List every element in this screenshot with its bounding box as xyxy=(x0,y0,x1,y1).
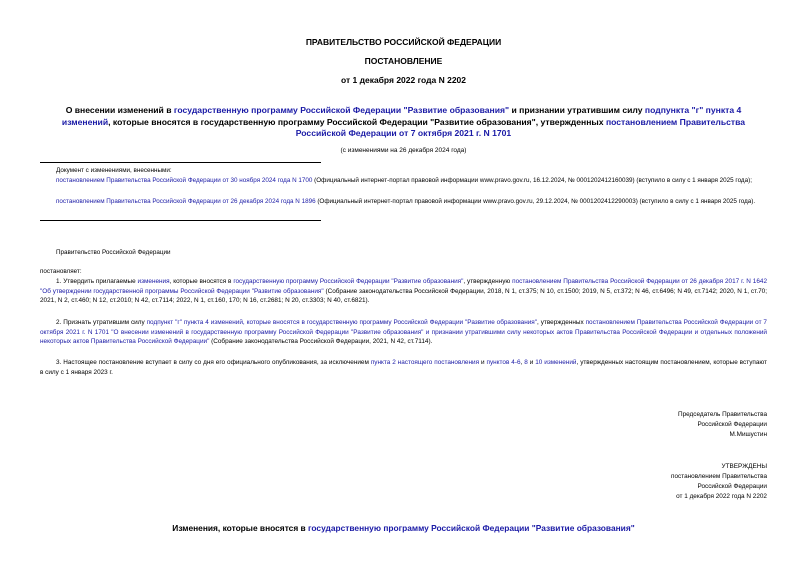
approved-line-3: Российской Федерации xyxy=(697,483,767,490)
signature-block xyxy=(678,410,767,440)
title-text-1: О внесении изменений в xyxy=(65,105,174,115)
changes-heading: Документ с изменениями, внесенными: xyxy=(56,167,172,174)
title-link-subpoint[interactable]: подпункта "г" пункта 4 xyxy=(644,105,742,115)
p3-link-points-4-6[interactable]: пунктов 4-6 xyxy=(486,359,521,366)
change-item-1 xyxy=(40,176,767,186)
p3-text-a: 3. Настоящее постановление вступает в силу со дня его официального опубликования, за исключением xyxy=(56,359,371,366)
p2-text-a: 2. Признать утратившим силу xyxy=(56,319,147,326)
approved-line-2: постановлением Правительства xyxy=(671,473,767,480)
doc-date-number: от 1 декабря 2022 года N 2202 xyxy=(340,75,467,85)
title-link-resolution-1701[interactable]: постановлением Правительства Российской Федерации от 7 октября 2021 г. N 1701 xyxy=(295,116,746,138)
change-item-1-text: (Официальный интернет-портал правовой информации www.pravo.gov.ru, 16.12.2024, № 0001202412160039) (вступило в силу с 1 января 2025 года); xyxy=(312,177,752,184)
change-item-2-text: (Официальный интернет-портал правовой информации www.pravo.gov.ru, 29.12.2024, № 0001202412290003) (вступило в силу с 1 января 2025 года). xyxy=(315,198,756,205)
change-item-1-link[interactable]: постановлением Правительства Российской Федерации от 30 ноября 2024 года N 1700 xyxy=(56,177,313,184)
p3-text-c: , xyxy=(520,359,525,366)
p3-link-point-8[interactable]: 8 xyxy=(524,359,528,366)
title-text-2: и признании утратившим силу xyxy=(509,105,645,115)
document-title xyxy=(40,105,767,140)
p1-link-resolution-1642[interactable]: постановлением Правительства Российской Федерации от 26 декабря 2017 г. N 1642 "Об утверждении государственной программы Российской Федерации "Развитие образования" xyxy=(40,278,767,295)
signature-line-1: Председатель Правительства xyxy=(678,411,767,418)
title-text-3: , которые вносятся в государственную программу Российской Федерации "Развитие образования", утвержденных xyxy=(108,116,606,127)
approved-block xyxy=(671,462,767,502)
p2-link-resolution-1701[interactable]: постановлением Правительства Российской Федерации от 7 октября 2021 г. N 1701 "О внесении изменений в государственную программу Российской Федерации "Развитие образования" и признании утратившими силу некоторых актов Правительства Российской Федерации и отдельных положений некоторых актов Правительства Российской Федерации" xyxy=(40,319,767,346)
p1-link-changes[interactable]: изменения xyxy=(137,278,170,285)
divider-top xyxy=(40,162,321,163)
changes-title xyxy=(0,523,807,533)
approved-line-4: от 1 декабря 2022 года N 2202 xyxy=(676,493,767,500)
divider-bottom xyxy=(40,220,321,221)
p3-link-point-10[interactable]: 10 изменений xyxy=(535,359,577,366)
p3-text-e: , утвержденных настоящим постановлением, которые вступают в силу с 1 января 2023 г. xyxy=(40,359,767,376)
p2-text-b: , утвержденных xyxy=(537,319,586,326)
resolves: постановляет: xyxy=(40,268,82,275)
p1-link-program[interactable]: государственную программу Российской Федерации "Развитие образования" xyxy=(233,278,464,285)
p2-text-c: (Собрание законодательства Российской Федерации, 2021, N 42, ст.7114). xyxy=(209,338,433,346)
changes-title-link[interactable]: государственную программу Российской Федерации "Развитие образования" xyxy=(308,523,635,533)
title-link-program[interactable]: государственную программу Российской Федерации "Развитие образования" xyxy=(173,105,510,115)
change-item-2-link[interactable]: постановлением Правительства Российской Федерации от 26 декабря 2024 года N 1896 xyxy=(56,198,316,205)
government-heading: ПРАВИТЕЛЬСТВО РОССИЙСКОЙ ФЕДЕРАЦИИ xyxy=(305,37,502,47)
p1-text-a: 1. Утвердить прилагаемые xyxy=(56,278,138,285)
changes-title-text: Изменения, которые вносятся в xyxy=(172,523,309,533)
change-item-2 xyxy=(40,197,767,207)
doc-type-heading: ПОСТАНОВЛЕНИЕ xyxy=(364,56,443,66)
p1-text-b: , которые вносятся в xyxy=(169,278,234,285)
p3-link-point-2[interactable]: пункта 2 настоящего постановления xyxy=(370,359,480,366)
p1-text-c: , утвержденную xyxy=(463,278,513,285)
paragraph-2 xyxy=(40,318,767,347)
title-link-changes[interactable]: изменений xyxy=(61,116,109,127)
issuer: Правительство Российской Федерации xyxy=(56,249,171,256)
signature-line-3: М.Мишустин xyxy=(729,431,767,438)
p2-link-subpoint[interactable]: подпункт "г" пункта 4 изменений, которые вносятся в государственную программу Российской Федерации "Развитие образования" xyxy=(146,319,538,326)
paragraph-1 xyxy=(40,277,767,306)
p1-text-d: (Собрание законодательства Российской Федерации, 2018, N 1, ст.375; N 10, ст.1500; 2019, N 5, ст.372; N 46, ст.6496; N 49, ст.7142; 2020, N 1, ст.70; 2021, N 2, ст.460; N 12, ст.2010; N 42, ст.7114; 2022, N 1, ст.160, 170; N 16, ст.2681; N 20, ст.3303; N 40, ст.6821). xyxy=(40,287,767,305)
approved-line-1: УТВЕРЖДЕНЫ xyxy=(721,463,767,470)
edition-note: (с изменениями на 26 декабря 2024 года) xyxy=(340,147,467,154)
p3-text-b: и xyxy=(479,359,487,366)
paragraph-3 xyxy=(40,358,767,377)
signature-line-2: Российской Федерации xyxy=(697,421,767,428)
p3-text-d: и xyxy=(527,359,536,366)
